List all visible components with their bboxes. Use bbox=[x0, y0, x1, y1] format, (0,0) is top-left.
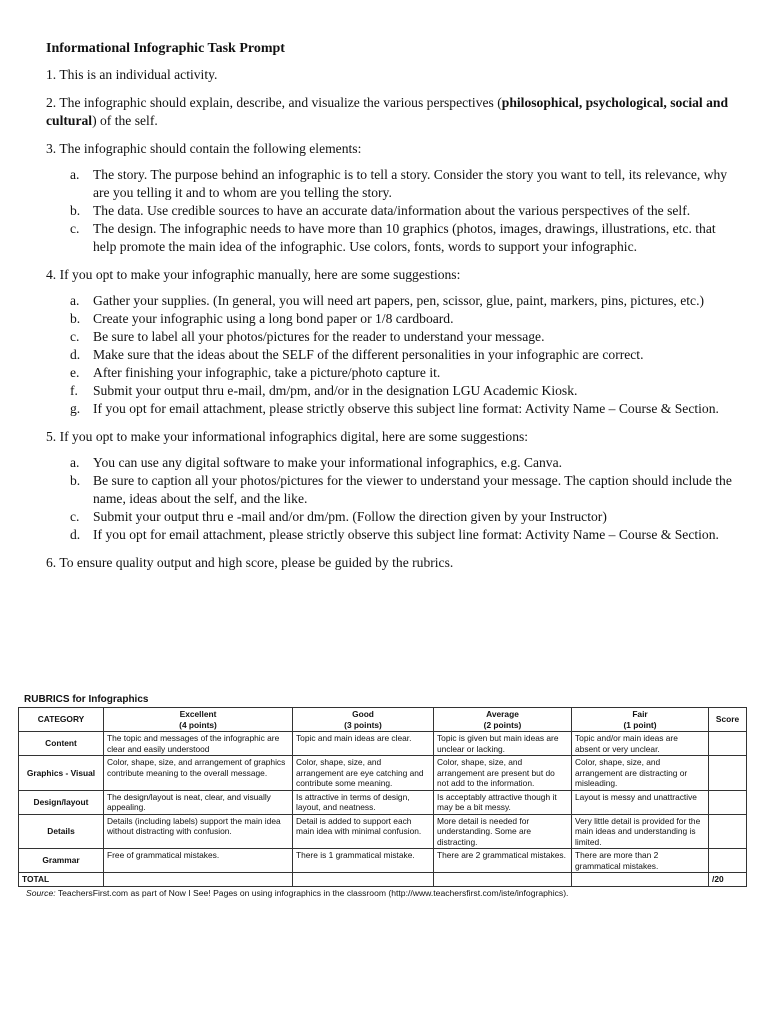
item-2-text-before: 2. The infographic should explain, describe, and visualize the various perspectives ( bbox=[46, 95, 502, 110]
list-item-text: You can use any digital software to make your informational infographics, e.g. Canva. bbox=[93, 455, 562, 470]
rubric-total-row bbox=[19, 873, 747, 887]
total-score: /20 bbox=[709, 873, 747, 887]
rubric-row bbox=[19, 849, 747, 873]
rubric-cell: Color, shape, size, and arrangement are eye catching and contribute some meaning. bbox=[293, 756, 434, 791]
header-label: Excellent bbox=[179, 709, 217, 719]
document-title: Informational Infographic Task Prompt bbox=[46, 41, 285, 56]
total-empty-cell bbox=[104, 873, 293, 887]
list-item-text: The story. The purpose behind an infographic is to tell a story. Consider the story you want to tell, its relevance, why are you telling it and to whom are you telling the story. bbox=[93, 167, 728, 200]
rubric-section bbox=[18, 694, 748, 898]
item-3: 3. The infographic should contain the following elements: bbox=[46, 141, 362, 156]
list-item-letter: d. bbox=[70, 527, 81, 542]
header-points: (1 point) bbox=[623, 719, 657, 730]
rubric-cell: Detail is added to support each main idea with minimal confusion. bbox=[293, 814, 434, 849]
rubric-row bbox=[19, 732, 747, 756]
list-item-text: The data. Use credible sources to have an accurate data/information about the various perspectives of the self. bbox=[93, 203, 691, 218]
list-item bbox=[46, 166, 732, 202]
rubric-category: Graphics - Visual bbox=[19, 756, 104, 791]
rubric-category: Grammar bbox=[19, 849, 104, 873]
list-item bbox=[46, 454, 732, 472]
header-label: Good bbox=[352, 709, 374, 719]
rubric-cell: Very little detail is provided for the main ideas and understanding is limited. bbox=[572, 814, 709, 849]
list-item-text: Gather your supplies. (In general, you will need art papers, pen, scissor, glue, paint, markers, pins, pictures, etc.) bbox=[93, 293, 704, 308]
header-label: CATEGORY bbox=[37, 714, 85, 725]
list-item bbox=[46, 310, 732, 328]
rubric-cell bbox=[709, 790, 747, 814]
rubric-header-row bbox=[19, 708, 747, 732]
rubric-cell: The design/layout is neat, clear, and visually appealing. bbox=[104, 790, 293, 814]
source-text: TeachersFirst.com as part of Now I See! Pages on using infographics in the classroom (http://www.teachersfirst.com/iste/infographics). bbox=[55, 887, 569, 898]
rubric-body bbox=[19, 732, 747, 873]
rubric-header-cell bbox=[293, 708, 434, 732]
list-item-letter: c. bbox=[70, 221, 80, 236]
rubric-header-cell bbox=[104, 708, 293, 732]
list-item bbox=[46, 292, 732, 310]
item-3-sublist bbox=[46, 166, 732, 256]
rubric-row bbox=[19, 756, 747, 791]
item-4: 4. If you opt to make your infographic manually, here are some suggestions: bbox=[46, 267, 461, 282]
rubric-cell bbox=[709, 814, 747, 849]
list-item-text: The design. The infographic needs to have more than 10 graphics (photos, images, drawings, illustrations, etc. that help promote the main idea of the infographic. Use colors, fonts, words to support your infographic. bbox=[93, 221, 716, 254]
rubric-cell bbox=[709, 756, 747, 791]
rubric-cell: Details (including labels) support the main idea without distracting with confusion. bbox=[104, 814, 293, 849]
list-item bbox=[46, 328, 732, 346]
header-points: (4 points) bbox=[179, 719, 217, 730]
total-empty-cell bbox=[434, 873, 572, 887]
list-item-letter: c. bbox=[70, 509, 80, 524]
list-item-text: Submit your output thru e -mail and/or dm/pm. (Follow the direction given by your Instructor) bbox=[93, 509, 607, 524]
document-body bbox=[46, 40, 732, 582]
item-2 bbox=[46, 94, 732, 130]
header-label: Average bbox=[486, 709, 519, 719]
rubric-cell: There is 1 grammatical mistake. bbox=[293, 849, 434, 873]
rubric-cell: There are 2 grammatical mistakes. bbox=[434, 849, 572, 873]
list-item-text: Make sure that the ideas about the SELF of the different personalities in your infographic are correct. bbox=[93, 347, 644, 362]
list-item-text: Submit your output thru e-mail, dm/pm, and/or in the designation LGU Academic Kiosk. bbox=[93, 383, 578, 398]
list-item-text: Be sure to caption all your photos/pictures for the viewer to understand your message. The caption should include the name, ideas about the self, and the like. bbox=[93, 473, 732, 506]
list-item-letter: b. bbox=[70, 203, 81, 218]
list-item-letter: b. bbox=[70, 473, 81, 488]
rubric-header-cell bbox=[572, 708, 709, 732]
rubric-row bbox=[19, 790, 747, 814]
rubric-row bbox=[19, 814, 747, 849]
list-item-letter: f. bbox=[70, 383, 78, 398]
list-item bbox=[46, 508, 732, 526]
rubric-source bbox=[26, 888, 748, 898]
header-points: (2 points) bbox=[483, 719, 522, 730]
rubric-cell: Layout is messy and unattractive bbox=[572, 790, 709, 814]
rubric-cell bbox=[709, 732, 747, 756]
list-item-letter: b. bbox=[70, 311, 81, 326]
rubric-category: Content bbox=[19, 732, 104, 756]
total-empty-cell bbox=[572, 873, 709, 887]
rubric-cell: Free of grammatical mistakes. bbox=[104, 849, 293, 873]
list-item-letter: c. bbox=[70, 329, 80, 344]
list-item-letter: e. bbox=[70, 365, 80, 380]
list-item bbox=[46, 364, 732, 382]
list-item-letter: d. bbox=[70, 347, 81, 362]
list-item bbox=[46, 220, 732, 256]
item-4-sublist bbox=[46, 292, 732, 418]
rubric-cell: Color, shape, size, and arrangement are present but do not add to the information. bbox=[434, 756, 572, 791]
item-6: 6. To ensure quality output and high score, please be guided by the rubrics. bbox=[46, 555, 454, 570]
rubric-table bbox=[18, 707, 747, 887]
list-item-text: If you opt for email attachment, please strictly observe this subject line format: Activity Name – Course & Section. bbox=[93, 401, 719, 416]
rubric-cell: Topic and main ideas are clear. bbox=[293, 732, 434, 756]
list-item-letter: a. bbox=[70, 167, 80, 182]
list-item-text: Be sure to label all your photos/pictures for the reader to understand your message. bbox=[93, 329, 545, 344]
rubric-category: Design/layout bbox=[19, 790, 104, 814]
total-empty-cell bbox=[293, 873, 434, 887]
list-item bbox=[46, 382, 732, 400]
rubric-cell: Color, shape, size, and arrangement are distracting or misleading. bbox=[572, 756, 709, 791]
rubric-header-cell bbox=[709, 708, 747, 732]
list-item-text: After finishing your infographic, take a picture/photo capture it. bbox=[93, 365, 441, 380]
rubric-header-cell bbox=[19, 708, 104, 732]
list-item-text: Create your infographic using a long bond paper or 1/8 cardboard. bbox=[93, 311, 454, 326]
rubric-cell: There are more than 2 grammatical mistakes. bbox=[572, 849, 709, 873]
list-item bbox=[46, 400, 732, 418]
item-1: 1. This is an individual activity. bbox=[46, 67, 218, 82]
list-item bbox=[46, 202, 732, 220]
item-2-bold-text: philosophical, psychological, social and cultural bbox=[46, 95, 729, 128]
rubric-cell: Is acceptably attractive though it may be a bit messy. bbox=[434, 790, 572, 814]
list-item-letter: a. bbox=[70, 455, 80, 470]
rubric-cell: Is attractive in terms of design, layout, and neatness. bbox=[293, 790, 434, 814]
item-5-sublist bbox=[46, 454, 732, 544]
source-label: Source: bbox=[26, 887, 56, 898]
header-points: (3 points) bbox=[344, 719, 382, 730]
rubric-cell: Topic and/or main ideas are absent or very unclear. bbox=[572, 732, 709, 756]
rubric-cell: Color, shape, size, and arrangement of graphics contribute meaning to the overall message. bbox=[104, 756, 293, 791]
rubric-cell: The topic and messages of the infographic are clear and easily understood bbox=[104, 732, 293, 756]
item-2-text-after: ) of the self. bbox=[92, 113, 158, 128]
rubric-category: Details bbox=[19, 814, 104, 849]
header-label: Score bbox=[715, 714, 740, 725]
list-item bbox=[46, 346, 732, 364]
rubric-cell: More detail is needed for understanding. Some are distracting. bbox=[434, 814, 572, 849]
list-item-letter: g. bbox=[70, 401, 81, 416]
rubric-title: RUBRICS for Infographics bbox=[24, 694, 149, 705]
list-item bbox=[46, 472, 732, 508]
item-5: 5. If you opt to make your informational infographics digital, here are some suggestions: bbox=[46, 429, 529, 444]
list-item-text: If you opt for email attachment, please strictly observe this subject line format: Activity Name – Course & Section. bbox=[93, 527, 719, 542]
list-item-letter: a. bbox=[70, 293, 80, 308]
header-label: Fair bbox=[632, 709, 648, 719]
list-item bbox=[46, 526, 732, 544]
rubric-cell: Topic is given but main ideas are unclear or lacking. bbox=[434, 732, 572, 756]
rubric-header-cell bbox=[434, 708, 572, 732]
total-label: TOTAL bbox=[19, 873, 104, 887]
rubric-cell bbox=[709, 849, 747, 873]
